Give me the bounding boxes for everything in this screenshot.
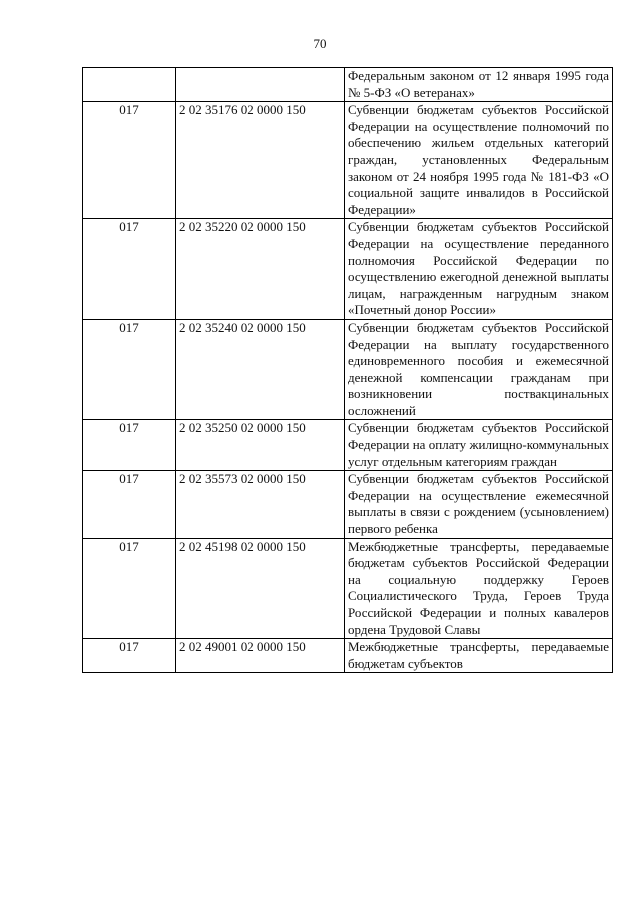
description-cell: Субвенции бюджетам субъектов Российской Федерации на осуществление полномочий по обеспечению жильем отдельных категорий граждан, установленных Федеральным законом от 24 ноября 1995 года № 181-ФЗ «О социальной защите инвалидов в Российской Федерации» — [345, 102, 613, 219]
admin-code-cell: 017 — [83, 420, 176, 471]
revenue-code-cell: 2 02 35573 02 0000 150 — [176, 471, 345, 538]
budget-classification-table — [82, 67, 613, 673]
description-cell: Субвенции бюджетам субъектов Российской Федерации на оплату жилищно-коммунальных услуг отдельным категориям граждан — [345, 420, 613, 471]
table-row — [83, 471, 613, 538]
description-cell: Межбюджетные трансферты, передаваемые бюджетам субъектов — [345, 639, 613, 673]
table-row — [83, 639, 613, 673]
admin-code-cell: 017 — [83, 102, 176, 219]
revenue-code-cell: 2 02 35220 02 0000 150 — [176, 219, 345, 320]
admin-code-cell: 017 — [83, 471, 176, 538]
admin-code-cell — [83, 68, 176, 102]
table-row — [83, 420, 613, 471]
table-row — [83, 102, 613, 219]
admin-code-cell: 017 — [83, 219, 176, 320]
page-number: 70 — [313, 36, 327, 51]
revenue-code-cell: 2 02 35176 02 0000 150 — [176, 102, 345, 219]
table-row — [83, 219, 613, 320]
admin-code-cell: 017 — [83, 538, 176, 639]
table-row — [83, 319, 613, 420]
table-row — [83, 538, 613, 639]
description-cell: Межбюджетные трансферты, передаваемые бюджетам субъектов Российской Федерации на социальную поддержку Героев Социалистического Труда, Героев Труда Российской Федерации и полных кавалеров ордена Трудовой Славы — [345, 538, 613, 639]
revenue-code-cell: 2 02 45198 02 0000 150 — [176, 538, 345, 639]
revenue-code-cell: 2 02 49001 02 0000 150 — [176, 639, 345, 673]
table-row — [83, 68, 613, 102]
revenue-code-cell — [176, 68, 345, 102]
description-cell: Субвенции бюджетам субъектов Российской Федерации на осуществление ежемесячной выплаты в связи с рождением (усыновлением) первого ребенка — [345, 471, 613, 538]
description-cell: Субвенции бюджетам субъектов Российской Федерации на осуществление переданного полномочия Российской Федерации по осуществлению ежегодной денежной выплаты лицам, награжденным нагрудным знаком «Почетный донор России» — [345, 219, 613, 320]
description-cell: Субвенции бюджетам субъектов Российской Федерации на выплату государственного единовременного пособия и ежемесячной денежной компенсации гражданам при возникновении поствакцинальных осложнений — [345, 319, 613, 420]
admin-code-cell: 017 — [83, 639, 176, 673]
revenue-code-cell: 2 02 35250 02 0000 150 — [176, 420, 345, 471]
description-cell: Федеральным законом от 12 января 1995 года № 5-ФЗ «О ветеранах» — [345, 68, 613, 102]
revenue-code-cell: 2 02 35240 02 0000 150 — [176, 319, 345, 420]
admin-code-cell: 017 — [83, 319, 176, 420]
